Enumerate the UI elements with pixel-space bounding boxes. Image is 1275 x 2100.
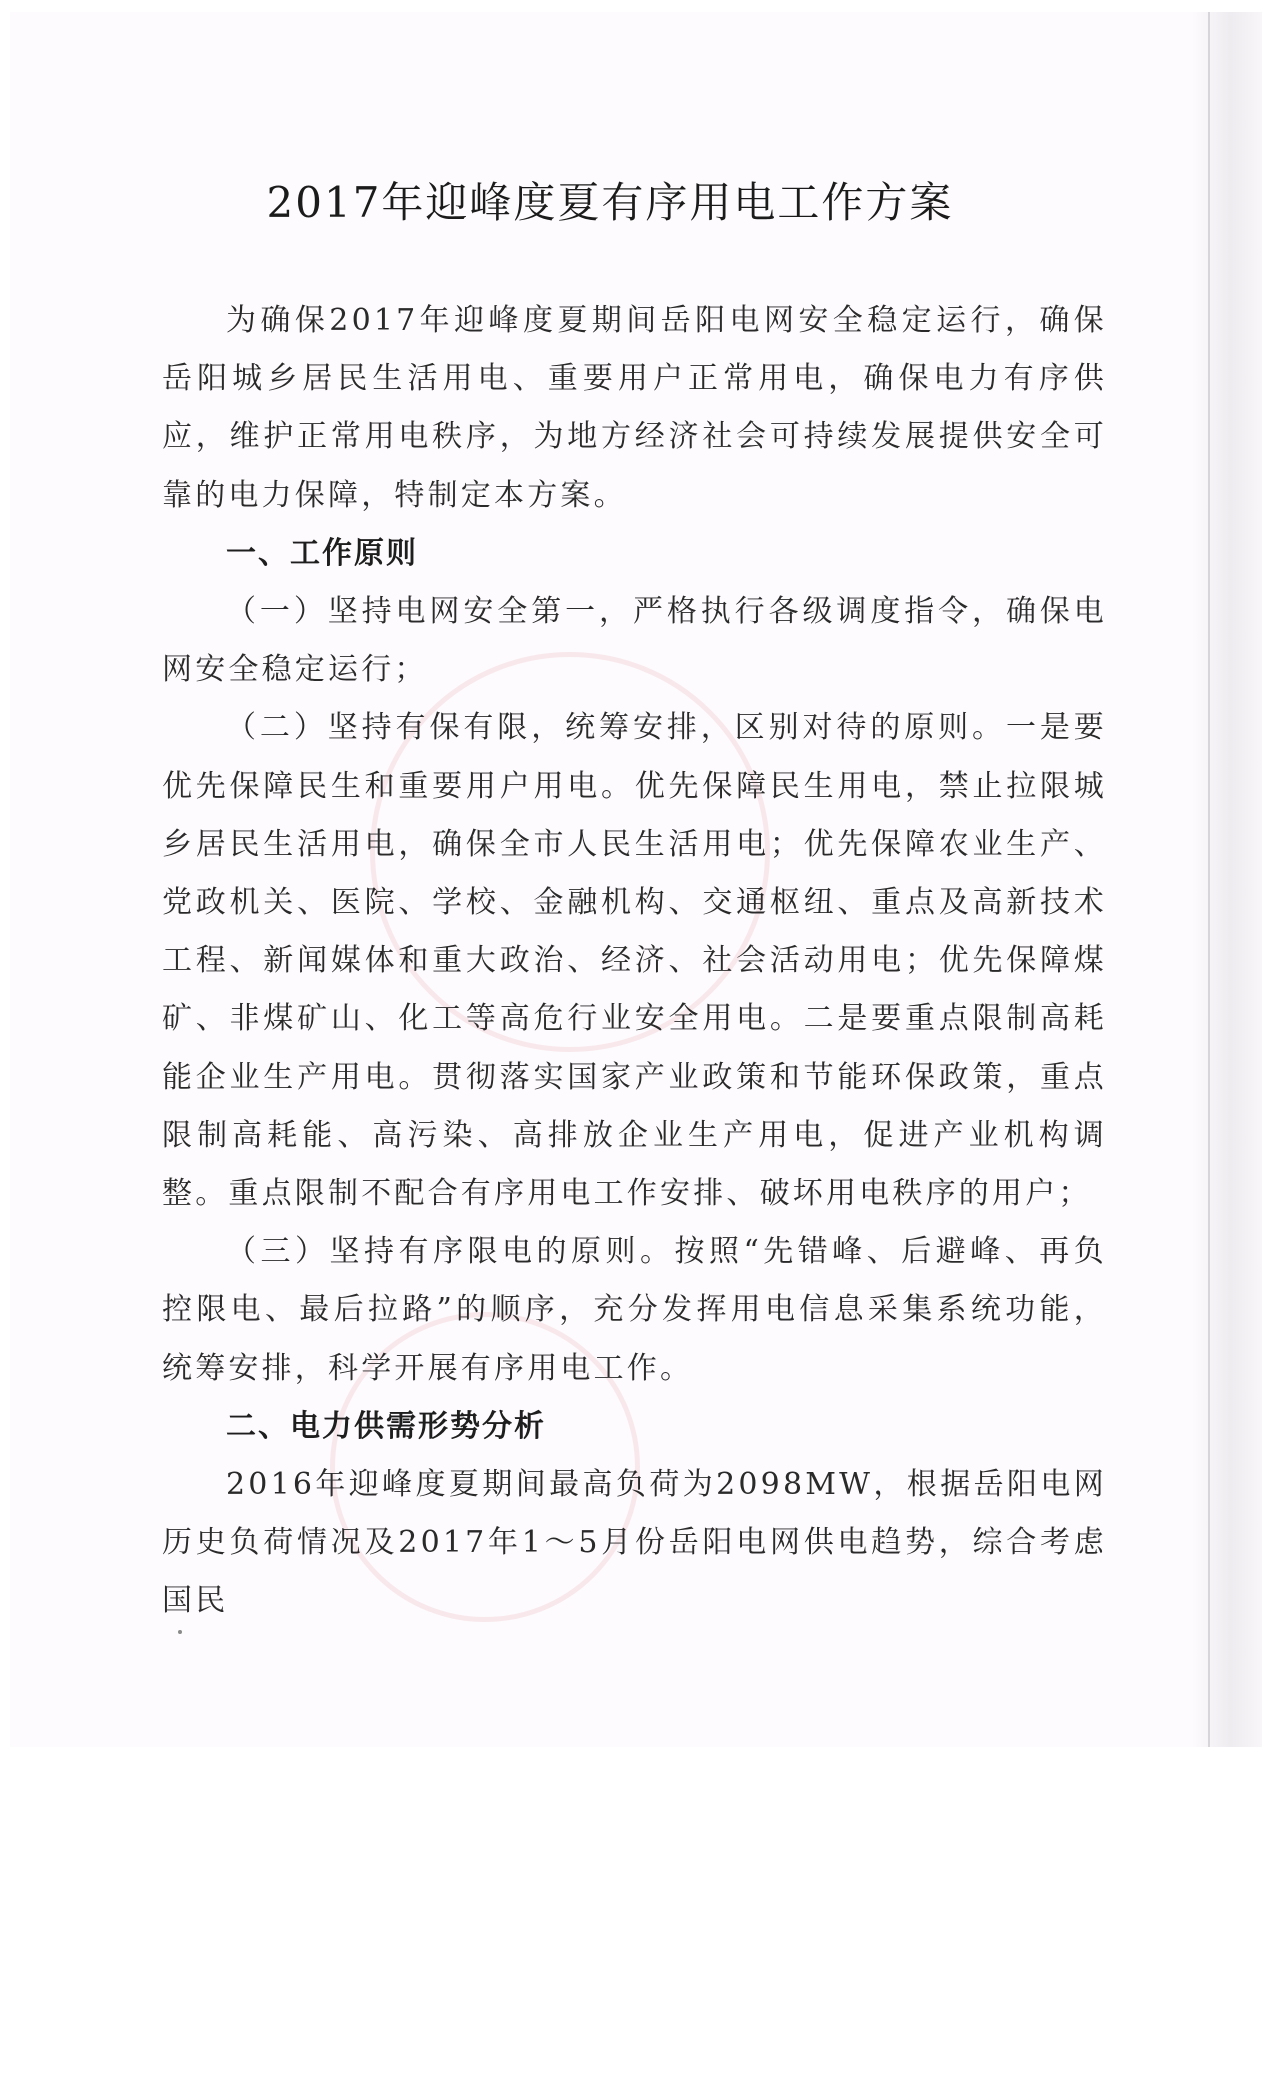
principle-paragraph-2: （二）坚持有保有限，统筹安排，区别对待的原则。一是要优先保障民生和重要用户用电。优先保障民生用电，禁止拉限城乡居民生活用电，确保全市人民生活用电；优先保障农业生产、党政机关、医院、学校、金融机构、交通枢纽、重点及高新技术工程、新闻媒体和重大政治、经济、社会活动用电；优先保障煤矿、非煤矿山、化工等高危行业安全用电。二是要重点限制高耗能企业生产用电。贯彻落实国家产业政策和节能环保政策，重点限制高耗能、高污染、高排放企业生产用电，促进产业机构调整。重点限制不配合有序用电工作安排、破坏用电秩序的用户； <box>162 710 1107 1212</box>
section-heading-analysis: 二、电力供需形势分析 <box>226 1408 546 1444</box>
document-title: 2017年迎峰度夏有序用电工作方案 <box>266 178 954 227</box>
document-body <box>162 292 1107 1631</box>
principle-paragraph-1: （一）坚持电网安全第一，严格执行各级调度指令，确保电网安全稳定运行； <box>162 594 1107 688</box>
scanned-page <box>10 12 1262 1747</box>
principle-paragraph-3: （三）坚持有序限电的原则。按照“先错峰、后避峰、再负控限电、最后拉路”的顺序，充分发挥用电信息采集系统功能，统筹安排，科学开展有序用电工作。 <box>162 1234 1107 1386</box>
analysis-paragraph: 2016年迎峰度夏期间最高负荷为2098MW，根据岳阳电网历史负荷情况及2017年1～5月份岳阳电网供电趋势，综合考虑国民 <box>162 1467 1107 1619</box>
intro-paragraph: 为确保2017年迎峰度夏期间岳阳电网安全稳定运行，确保岳阳城乡居民生活用电、重要用户正常用电，确保电力有序供应，维护正常用电秩序，为地方经济社会可持续发展提供安全可靠的电力保障，特制定本方案。 <box>162 303 1107 513</box>
page-fold-line <box>1208 12 1210 1747</box>
page-edge-shadow <box>1192 12 1262 1747</box>
section-heading-principles: 一、工作原则 <box>226 535 418 571</box>
